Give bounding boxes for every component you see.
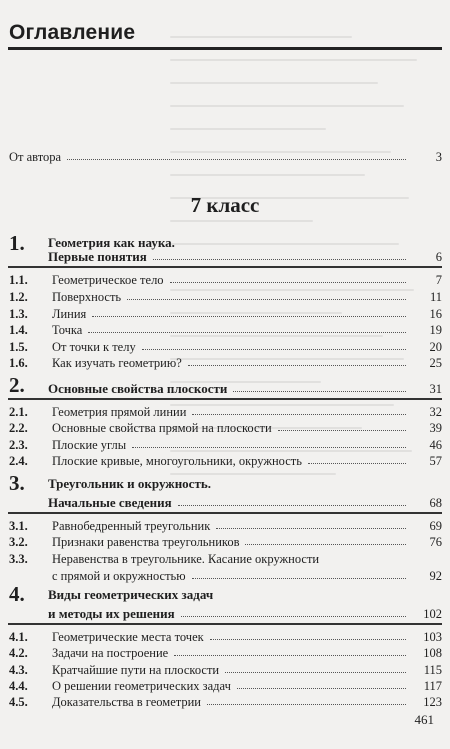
dot-leader (207, 704, 406, 705)
section-page: 39 (429, 420, 442, 435)
chapter-title-line2: Начальные сведения (48, 495, 172, 510)
section-number: 4.4. (9, 678, 28, 693)
toc-section[interactable] (0, 336, 450, 353)
dot-leader (178, 505, 406, 506)
page-number: 461 (414, 712, 434, 727)
section-title: Кратчайшие пути на плоскости (52, 662, 220, 677)
chapter-rule (8, 398, 442, 400)
section-number: 1.2. (9, 289, 28, 304)
toc-chapter-1[interactable] (0, 246, 450, 263)
dot-leader (170, 282, 406, 283)
chapter-title-line1: Основные свойства плоскости (48, 381, 228, 396)
entry-page: 68 (429, 495, 442, 510)
toc-section[interactable] (0, 434, 450, 451)
toc-section[interactable] (0, 269, 450, 286)
toc-section[interactable] (0, 626, 450, 643)
chapter-title-line1: Треугольник и окружность. (48, 476, 211, 491)
dot-leader (142, 349, 406, 350)
section-title: От точки к телу (52, 339, 136, 354)
section-page: 92 (429, 568, 442, 583)
dot-leader (181, 616, 406, 617)
dot-leader (132, 447, 406, 448)
chapter-title-line2: и методы их решения (48, 606, 175, 621)
dot-leader (174, 655, 406, 656)
toc-section[interactable] (0, 303, 450, 320)
dot-leader (308, 463, 406, 464)
section-title: Плоские углы (52, 437, 127, 452)
section-page: 11 (429, 289, 442, 304)
toc-section[interactable] (0, 450, 450, 467)
section-page: 20 (429, 339, 442, 354)
section-title: Неравенства в треугольнике. Касание окружности (52, 551, 320, 566)
section-number: 1.6. (9, 355, 28, 370)
entry-page: 3 (435, 149, 442, 164)
toc-chapter-2[interactable] (0, 378, 450, 395)
toc-chapter-4[interactable] (0, 603, 450, 620)
section-title: Как изучать геометрию? (52, 355, 182, 370)
section-page: 32 (429, 404, 442, 419)
toc-section[interactable] (0, 675, 450, 692)
section-number: 1.4. (9, 322, 28, 337)
section-title: Поверхность (52, 289, 122, 304)
section-page: 57 (429, 453, 442, 468)
grade-heading: 7 класс (190, 193, 260, 217)
dot-leader (188, 365, 406, 366)
section-number: 2.1. (9, 404, 28, 419)
toc-section[interactable] (0, 286, 450, 303)
dot-leader (225, 672, 406, 673)
section-page: 16 (429, 306, 442, 321)
toc-section[interactable] (0, 659, 450, 676)
dot-leader (92, 316, 406, 317)
chapter-rule (8, 623, 442, 625)
section-page: 19 (429, 322, 442, 337)
dot-leader (153, 259, 406, 260)
toc-section[interactable] (0, 531, 450, 548)
chapter-title-line1: Геометрия как наука. (48, 235, 175, 250)
dot-leader (192, 414, 406, 415)
entry-title: От автора (9, 149, 62, 164)
entry-page: 31 (429, 381, 442, 396)
section-number: 4.1. (9, 629, 28, 644)
section-page: 46 (429, 437, 442, 452)
section-title-continued: с прямой и окружностью (52, 568, 186, 583)
toc-chapter-3[interactable] (0, 492, 450, 509)
section-number: 1.1. (9, 272, 28, 287)
chapter-number: 2. (9, 373, 25, 397)
section-title: Основные свойства прямой на плоскости (52, 420, 272, 435)
section-title: Признаки равенства треугольников (52, 534, 240, 549)
toc-section[interactable] (0, 515, 450, 532)
toc-entry-foreword[interactable] (0, 146, 450, 163)
section-number: 3.1. (9, 518, 28, 533)
title-rule (8, 47, 442, 50)
dot-leader (233, 391, 406, 392)
section-number: 3.3. (9, 551, 28, 566)
section-number: 1.5. (9, 339, 28, 354)
dot-leader (245, 544, 406, 545)
section-number: 2.3. (9, 437, 28, 452)
page-title: Оглавление (9, 21, 136, 44)
dot-leader (216, 528, 406, 529)
dot-leader (192, 578, 406, 579)
chapter-title-line1: Виды геометрических задач (48, 587, 214, 602)
toc-section-line1[interactable] (0, 548, 450, 565)
toc-section[interactable] (0, 401, 450, 418)
chapter-number: 3. (9, 471, 25, 495)
chapter-number: 1. (9, 231, 25, 255)
section-page: 123 (423, 694, 442, 709)
section-page: 69 (429, 518, 442, 533)
section-page: 7 (435, 272, 442, 287)
dot-leader (237, 688, 406, 689)
section-title: Геометрическое тело (52, 272, 164, 287)
section-title: Линия (52, 306, 87, 321)
section-page: 25 (429, 355, 442, 370)
section-title: Задачи на построение (52, 645, 169, 660)
entry-page: 102 (423, 606, 442, 621)
dot-leader (278, 430, 406, 431)
section-title: Плоские кривые, многоугольники, окружность (52, 453, 302, 468)
toc-section[interactable] (0, 417, 450, 434)
dot-leader (88, 332, 406, 333)
dot-leader (127, 299, 406, 300)
toc-section[interactable] (0, 642, 450, 659)
toc-section[interactable] (0, 352, 450, 369)
section-page: 103 (423, 629, 442, 644)
section-title: Геометрия прямой линии (52, 404, 187, 419)
section-page: 117 (423, 678, 442, 693)
section-page: 115 (423, 662, 442, 677)
section-page: 76 (429, 534, 442, 549)
section-number: 4.5. (9, 694, 28, 709)
section-number: 4.3. (9, 662, 28, 677)
section-number: 1.3. (9, 306, 28, 321)
toc-section[interactable] (0, 319, 450, 336)
dot-leader (67, 159, 406, 160)
section-number: 2.2. (9, 420, 28, 435)
section-title: Точка (52, 322, 83, 337)
section-title: Доказательства в геометрии (52, 694, 201, 709)
toc-section[interactable] (0, 691, 450, 708)
section-page: 108 (423, 645, 442, 660)
entry-page: 6 (435, 249, 442, 264)
toc-section-line2[interactable] (0, 565, 450, 582)
section-number: 4.2. (9, 645, 28, 660)
section-number: 3.2. (9, 534, 28, 549)
dot-leader (210, 639, 406, 640)
chapter-number: 4. (9, 582, 25, 606)
chapter-rule (8, 512, 442, 514)
section-title: О решении геометрических задач (52, 678, 231, 693)
chapter-title-line2: Первые понятия (48, 249, 147, 264)
section-number: 2.4. (9, 453, 28, 468)
section-title: Равнобедренный треугольник (52, 518, 211, 533)
chapter-rule (8, 266, 442, 268)
section-title: Геометрические места точек (52, 629, 204, 644)
